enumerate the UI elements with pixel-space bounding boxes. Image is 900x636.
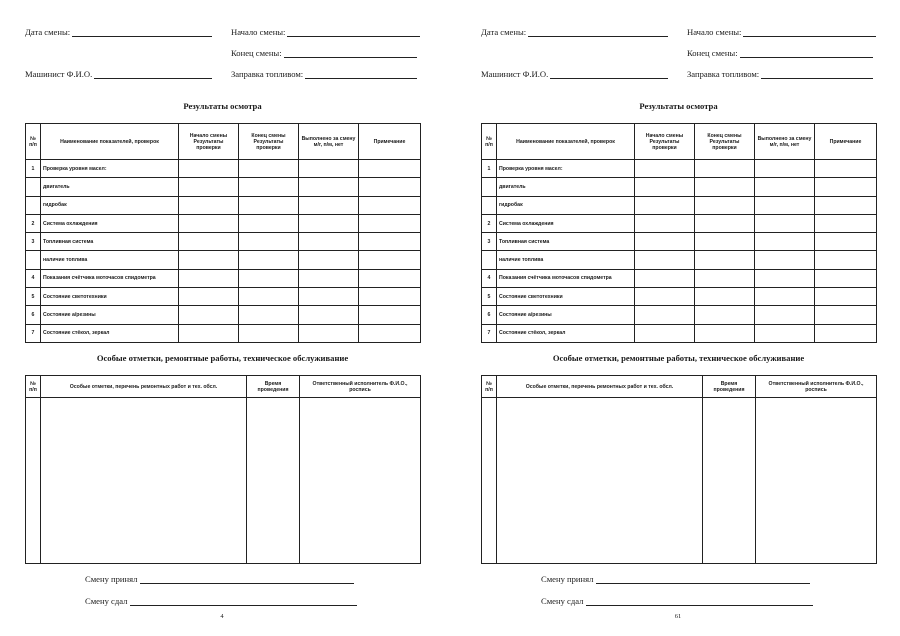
accepted-input[interactable] [140,575,354,584]
end-cell[interactable] [695,214,755,232]
accepted-field [85,574,354,584]
col-num: № п/п [26,124,41,160]
fuel-label: Заправка топливом: [231,69,304,79]
end-cell[interactable] [695,233,755,251]
done-cell[interactable] [299,178,359,196]
special-title: Особые отметки, ремонтные работы, техническое обслуживание [552,353,805,363]
handed-input[interactable] [130,597,357,606]
shift-end-field [687,48,873,58]
done-cell[interactable] [299,269,359,287]
table-row [26,178,421,196]
start-cell[interactable] [635,288,695,306]
end-cell[interactable] [239,251,299,269]
row-name: Проверка уровня масел: [497,160,635,178]
row-num [482,251,497,269]
note-cell[interactable] [815,324,877,342]
note-cell[interactable] [359,324,421,342]
table-row [26,306,421,324]
done-cell[interactable] [755,214,815,232]
col-done: Выполнено за смену м/г, п/м, нет [299,124,359,160]
table-row [26,324,421,342]
row-num: 5 [26,288,41,306]
col-time: Время проведения [703,376,756,398]
table-row [482,196,877,214]
shift-end-field [231,48,417,58]
done-cell[interactable] [755,306,815,324]
inspection-header-row [482,124,877,160]
table-row [26,269,421,287]
start-cell[interactable] [635,269,695,287]
start-cell[interactable] [635,251,695,269]
table-row [26,160,421,178]
operator-field [25,69,212,79]
marks-cell[interactable] [497,398,703,564]
start-cell[interactable] [179,160,239,178]
row-name: Показания счётчика моточасов спидометра [497,269,635,287]
shift-start-field [687,27,876,37]
start-cell[interactable] [635,178,695,196]
start-cell[interactable] [179,306,239,324]
fuel-field [231,69,417,79]
row-name: Состояние светотехники [41,288,179,306]
inspection-title: Результаты осмотра [639,101,718,111]
end-cell[interactable] [695,306,755,324]
operator-label: Машинист Ф.И.О. [25,69,93,79]
row-num: 3 [26,233,41,251]
note-cell[interactable] [359,269,421,287]
shift-end-label: Конец смены: [231,48,282,58]
shift-start-input[interactable] [287,28,420,37]
start-cell[interactable] [635,233,695,251]
row-num: 2 [482,214,497,232]
col-time: Время проведения [247,376,300,398]
end-cell[interactable] [239,324,299,342]
special-header-row [482,376,877,398]
note-cell[interactable] [815,214,877,232]
shift-end-input[interactable] [740,49,873,58]
end-cell[interactable] [695,269,755,287]
note-cell[interactable] [359,306,421,324]
end-cell[interactable] [239,269,299,287]
shift-end-label: Конец смены: [687,48,738,58]
col-done: Выполнено за смену м/г, п/м, нет [755,124,815,160]
col-marks: Особые отметки, перечень ремонтных работ и тех. обсл. [41,376,247,398]
row-num: 1 [26,160,41,178]
start-cell[interactable] [179,178,239,196]
fuel-field [687,69,873,79]
row-num [26,251,41,269]
start-cell[interactable] [635,196,695,214]
shift-start-field [231,27,420,37]
handed-label: Смену сдал [541,596,584,606]
page-number: 61 [674,613,682,620]
special-table [25,375,421,564]
end-cell[interactable] [239,178,299,196]
row-num [482,178,497,196]
row-name: гидробак [41,196,179,214]
start-cell[interactable] [179,251,239,269]
row-name: Показания счётчика моточасов спидометра [41,269,179,287]
col-start: Начало смены Результаты проверки [179,124,239,160]
table-row [482,251,877,269]
table-row [26,196,421,214]
done-cell[interactable] [299,233,359,251]
table-row [482,160,877,178]
inspection-table [25,123,421,343]
special-title: Особые отметки, ремонтные работы, техническое обслуживание [96,353,349,363]
table-row [482,233,877,251]
shift-date-input[interactable] [72,28,212,37]
row-num: 6 [26,306,41,324]
col-start: Начало смены Результаты проверки [635,124,695,160]
operator-label: Машинист Ф.И.О. [481,69,549,79]
end-cell[interactable] [695,288,755,306]
table-row [26,214,421,232]
row-num: 3 [482,233,497,251]
start-cell[interactable] [635,214,695,232]
row-name: Состояние а/резины [497,306,635,324]
table-row [26,251,421,269]
handed-label: Смену сдал [85,596,128,606]
special-table [481,375,877,564]
col-responsible: Ответственный исполнитель Ф.И.О., роспись [300,376,421,398]
col-note: Примечание [815,124,877,160]
shift-date-field [481,27,668,37]
end-cell[interactable] [239,233,299,251]
col-name: Наименование показателей, проверок [41,124,179,160]
row-name: Состояние светотехники [497,288,635,306]
row-num [26,178,41,196]
end-cell[interactable] [695,196,755,214]
row-num: 4 [26,269,41,287]
handed-input[interactable] [586,597,813,606]
shift-date-label: Дата смены: [25,27,71,37]
done-cell[interactable] [299,214,359,232]
num-cell[interactable] [482,398,497,564]
shift-date-input[interactable] [528,28,668,37]
time-cell[interactable] [247,398,300,564]
table-row [482,306,877,324]
note-cell[interactable] [815,306,877,324]
end-cell[interactable] [695,160,755,178]
inspection-table [481,123,877,343]
row-num: 1 [482,160,497,178]
note-cell[interactable] [815,269,877,287]
shift-end-input[interactable] [284,49,417,58]
start-cell[interactable] [179,196,239,214]
table-row [482,178,877,196]
end-cell[interactable] [239,306,299,324]
col-note: Примечание [359,124,421,160]
shift-date-label: Дата смены: [481,27,527,37]
time-cell[interactable] [703,398,756,564]
fuel-input[interactable] [761,70,873,79]
row-name: наличие топлива [497,251,635,269]
col-marks: Особые отметки, перечень ремонтных работ и тех. обсл. [497,376,703,398]
row-num: 5 [482,288,497,306]
shift-start-label: Начало смены: [231,27,286,37]
row-num: 7 [482,324,497,342]
num-cell[interactable] [26,398,41,564]
done-cell[interactable] [755,160,815,178]
row-num: 6 [482,306,497,324]
table-row [482,324,877,342]
done-cell[interactable] [755,233,815,251]
responsible-cell[interactable] [300,398,421,564]
row-name: Проверка уровня масел: [41,160,179,178]
table-row [26,233,421,251]
operator-input[interactable] [94,70,212,79]
table-row [482,214,877,232]
operator-field [481,69,668,79]
shift-start-label: Начало смены: [687,27,742,37]
note-cell[interactable] [815,196,877,214]
done-cell[interactable] [299,324,359,342]
note-cell[interactable] [359,178,421,196]
table-row [482,269,877,287]
col-end: Конец смены Результаты проверки [695,124,755,160]
marks-cell[interactable] [41,398,247,564]
col-responsible: Ответственный исполнитель Ф.И.О., роспись [756,376,877,398]
done-cell[interactable] [755,251,815,269]
shift-date-field [25,27,212,37]
row-name: двигатель [497,178,635,196]
end-cell[interactable] [239,288,299,306]
end-cell[interactable] [695,178,755,196]
col-num: № п/п [482,376,497,398]
col-num: № п/п [26,376,41,398]
col-num: № п/п [482,124,497,160]
accepted-label: Смену принял [541,574,594,584]
col-name: Наименование показателей, проверок [497,124,635,160]
done-cell[interactable] [299,160,359,178]
row-name: наличие топлива [41,251,179,269]
row-num [482,196,497,214]
accepted-field [541,574,810,584]
table-row [482,288,877,306]
start-cell[interactable] [179,233,239,251]
row-name: двигатель [41,178,179,196]
row-name: Система охлаждения [497,214,635,232]
fuel-input[interactable] [305,70,417,79]
done-cell[interactable] [755,269,815,287]
accepted-input[interactable] [596,575,810,584]
row-name: Система охлаждения [41,214,179,232]
note-cell[interactable] [359,288,421,306]
done-cell[interactable] [755,324,815,342]
fuel-label: Заправка топливом: [687,69,760,79]
row-name: Топливная система [41,233,179,251]
row-num [26,196,41,214]
accepted-label: Смену принял [85,574,138,584]
row-name: Состояние а/резины [41,306,179,324]
start-cell[interactable] [179,214,239,232]
note-cell[interactable] [815,160,877,178]
end-cell[interactable] [695,251,755,269]
end-cell[interactable] [695,324,755,342]
special-header-row [26,376,421,398]
responsible-cell[interactable] [756,398,877,564]
right-page [450,0,900,636]
start-cell[interactable] [179,269,239,287]
note-cell[interactable] [815,178,877,196]
done-cell[interactable] [755,288,815,306]
end-cell[interactable] [239,214,299,232]
start-cell[interactable] [635,160,695,178]
handed-field [541,596,813,606]
start-cell[interactable] [635,306,695,324]
inspection-header-row [26,124,421,160]
row-num: 4 [482,269,497,287]
done-cell[interactable] [299,288,359,306]
table-row [26,288,421,306]
start-cell[interactable] [635,324,695,342]
start-cell[interactable] [179,288,239,306]
row-name: Состояние стёкол, зеркал [41,324,179,342]
note-cell[interactable] [359,214,421,232]
note-cell[interactable] [815,233,877,251]
done-cell[interactable] [755,196,815,214]
special-body-row [26,398,421,564]
note-cell[interactable] [359,160,421,178]
done-cell[interactable] [755,178,815,196]
note-cell[interactable] [359,233,421,251]
inspection-title: Результаты осмотра [183,101,262,111]
start-cell[interactable] [179,324,239,342]
end-cell[interactable] [239,160,299,178]
done-cell[interactable] [299,196,359,214]
note-cell[interactable] [359,251,421,269]
end-cell[interactable] [239,196,299,214]
row-num: 2 [26,214,41,232]
done-cell[interactable] [299,251,359,269]
row-name: гидробак [497,196,635,214]
handed-field [85,596,357,606]
operator-input[interactable] [550,70,668,79]
note-cell[interactable] [359,196,421,214]
row-num: 7 [26,324,41,342]
row-name: Состояние стёкол, зеркал [497,324,635,342]
note-cell[interactable] [815,251,877,269]
done-cell[interactable] [299,306,359,324]
shift-start-input[interactable] [743,28,876,37]
row-name: Топливная система [497,233,635,251]
col-end: Конец смены Результаты проверки [239,124,299,160]
note-cell[interactable] [815,288,877,306]
page-number: 4 [220,613,224,620]
special-body-row [482,398,877,564]
